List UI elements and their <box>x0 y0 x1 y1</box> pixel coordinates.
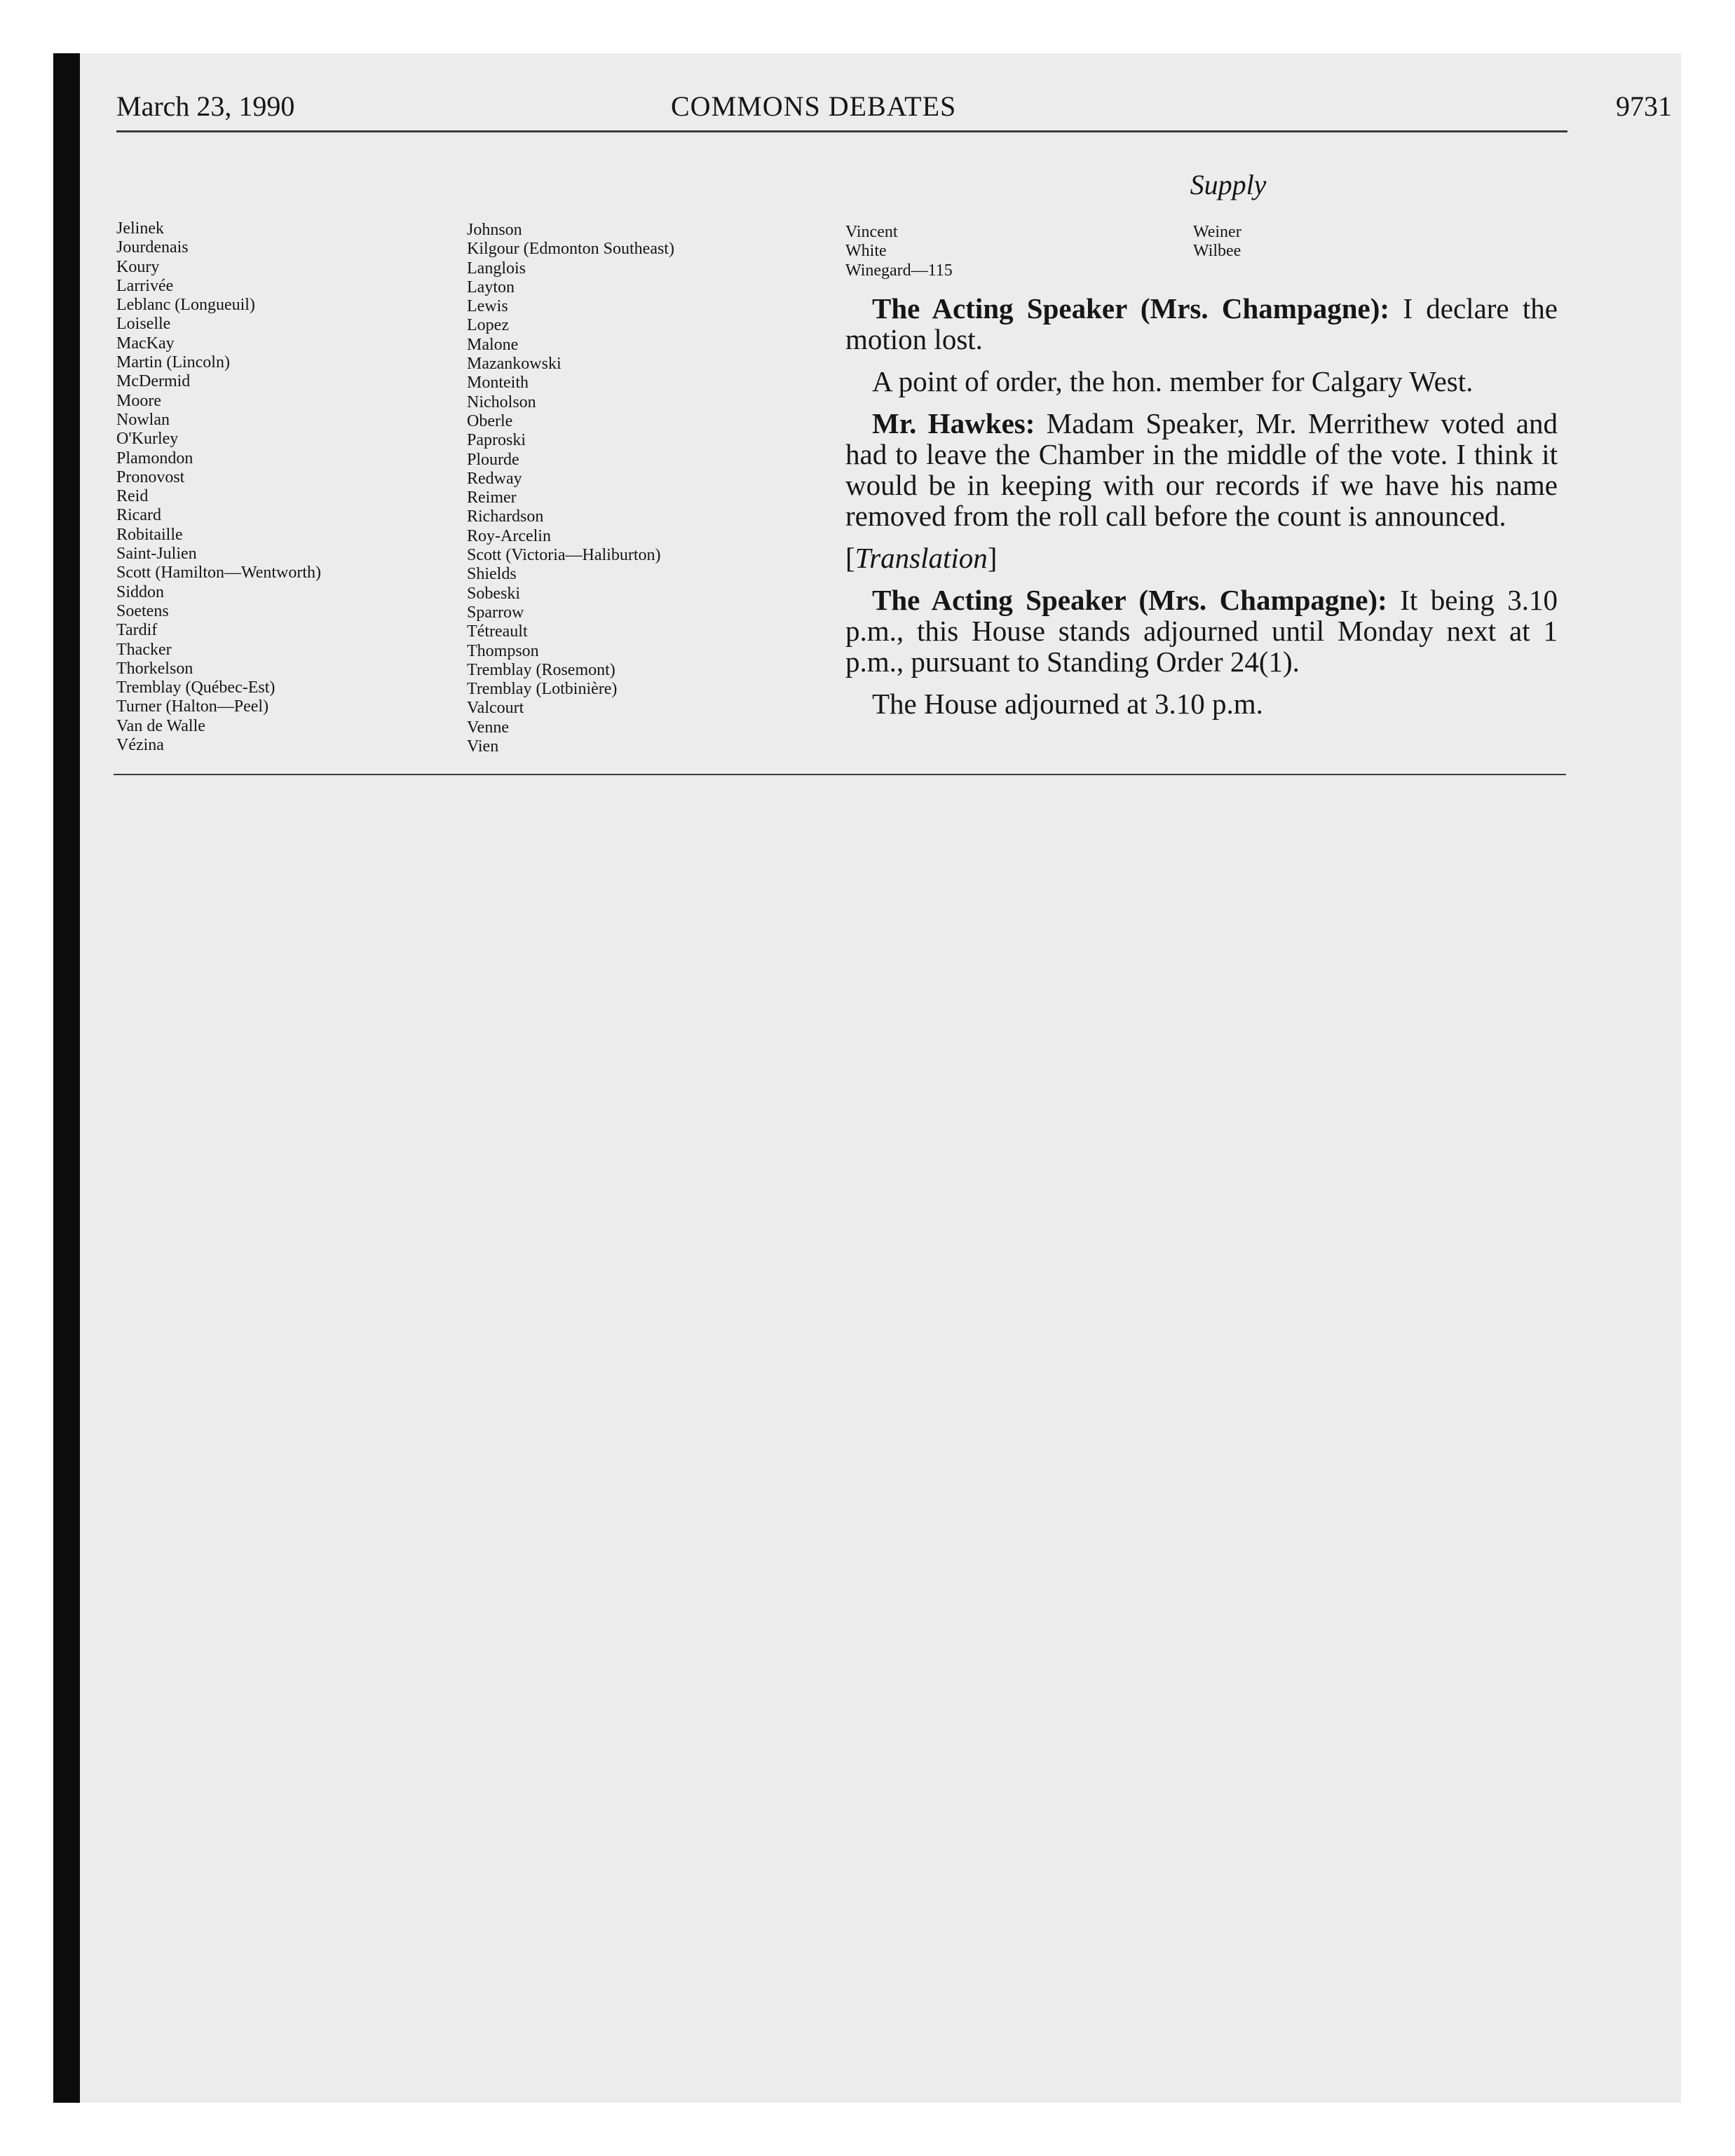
member-name: Loiselle <box>116 315 171 334</box>
member-name: Reid <box>116 487 149 506</box>
member-name: Jelinek <box>116 219 164 238</box>
member-name: Lopez <box>467 316 509 335</box>
member-name: Siddon <box>116 582 165 601</box>
member-name: Layton <box>467 278 515 296</box>
member-name: Winegard—115 <box>845 261 953 280</box>
paragraph-text: I declare the motion lost. <box>845 292 1558 355</box>
vote-names-column-2 <box>467 221 674 756</box>
speaker-name: The Acting Speaker (Mrs. Champagne): <box>872 584 1387 616</box>
member-name: McDermid <box>116 372 191 391</box>
vote-names-column-1 <box>116 219 321 755</box>
debate-text <box>845 293 1558 730</box>
member-name: Tardif <box>116 621 158 640</box>
member-name: O'Kurley <box>116 430 179 449</box>
member-name: Nowlan <box>116 410 170 429</box>
member-name: Koury <box>116 257 160 276</box>
member-name: Johnson <box>467 221 522 239</box>
member-name: Van de Walle <box>116 716 205 735</box>
member-name: Lewis <box>467 297 508 316</box>
member-name: Turner (Halton—Peel) <box>116 697 269 716</box>
member-name: Saint-Julien <box>116 545 197 564</box>
section-title: Supply <box>1190 169 1267 200</box>
member-name: Oberle <box>467 411 513 430</box>
member-name: Jourdenais <box>116 238 189 257</box>
member-name: Thompson <box>467 641 539 660</box>
member-name: Tremblay (Lotbinière) <box>467 680 618 699</box>
vote-names-column-3 <box>845 223 953 280</box>
paragraph <box>845 408 1558 531</box>
member-name: Plourde <box>467 450 519 469</box>
member-name: Moore <box>116 391 161 410</box>
member-name: Wilbee <box>1193 242 1241 261</box>
member-name: Sobeski <box>467 584 521 603</box>
speaker-name: The Acting Speaker (Mrs. Champagne): <box>872 292 1390 325</box>
header-date: March 23, 1990 <box>116 90 295 122</box>
member-name: Plamondon <box>116 449 193 468</box>
vote-names-column-4 <box>1193 223 1241 261</box>
member-name: Nicholson <box>467 393 536 411</box>
paragraph-text: A point of order, the hon. member for Calgary West. <box>872 365 1474 397</box>
member-name: Paproski <box>467 431 526 450</box>
member-name: Valcourt <box>467 699 524 718</box>
translation-marker: [Translation] <box>845 542 998 574</box>
member-name: Mazankowski <box>467 355 562 374</box>
member-name: Tremblay (Rosemont) <box>467 660 615 679</box>
member-name: Pronovost <box>116 468 185 486</box>
paragraph <box>845 688 1558 719</box>
paragraph-text: The House adjourned at 3.10 p.m. <box>872 688 1263 720</box>
member-name: Malone <box>467 335 519 354</box>
paragraph-text: It being 3.10 p.m., this House stands adjourned until Monday next at 1 p.m., pursuant to Standing Order 24(1). <box>845 584 1558 678</box>
member-name: Robitaille <box>116 525 183 544</box>
paragraph <box>845 585 1558 677</box>
member-name: Martin (Lincoln) <box>116 353 230 372</box>
member-name: Scott (Hamilton—Wentworth) <box>116 564 322 582</box>
paragraph-text: Madam Speaker, Mr. Merrithew voted and had to leave the Chamber in the middle of the vote. I think it would be in keeping with our records if we have his name removed from the roll call before the count is announced. <box>845 407 1558 532</box>
member-name: Monteith <box>467 374 529 393</box>
member-name: Tétreault <box>467 622 528 641</box>
member-name: Thacker <box>116 640 172 659</box>
member-name: Vincent <box>845 223 898 241</box>
member-name: Soetens <box>116 601 169 620</box>
member-name: Sparrow <box>467 603 524 622</box>
member-name: Reimer <box>467 489 517 507</box>
member-name: Richardson <box>467 507 544 526</box>
member-name: Ricard <box>116 506 161 525</box>
section-end-rule <box>114 774 1566 775</box>
member-name: Vien <box>467 737 499 756</box>
paragraph <box>845 366 1558 397</box>
member-name: Larrivée <box>116 276 174 295</box>
header-rule <box>116 130 1567 132</box>
member-name: Langlois <box>467 259 526 278</box>
member-name: Roy-Arcelin <box>467 526 551 545</box>
member-name: Kilgour (Edmonton Southeast) <box>467 240 674 259</box>
member-name: Weiner <box>1193 223 1241 241</box>
member-name: Vézina <box>116 736 164 755</box>
member-name: Shields <box>467 565 517 584</box>
paragraph <box>845 293 1558 355</box>
member-name: MacKay <box>116 334 175 353</box>
member-name: Tremblay (Québec-Est) <box>116 678 275 697</box>
member-name: Venne <box>467 718 509 737</box>
member-name: White <box>845 242 887 261</box>
header-title: COMMONS DEBATES <box>671 90 957 122</box>
speaker-name: Mr. Hawkes: <box>872 407 1035 439</box>
binding-edge <box>53 53 80 2103</box>
member-name: Leblanc (Longueuil) <box>116 296 255 315</box>
member-name: Thorkelson <box>116 659 193 678</box>
member-name: Scott (Victoria—Haliburton) <box>467 546 661 565</box>
member-name: Redway <box>467 469 522 488</box>
translation-label: Translation <box>855 542 988 574</box>
page-number: 9731 <box>1616 90 1672 122</box>
